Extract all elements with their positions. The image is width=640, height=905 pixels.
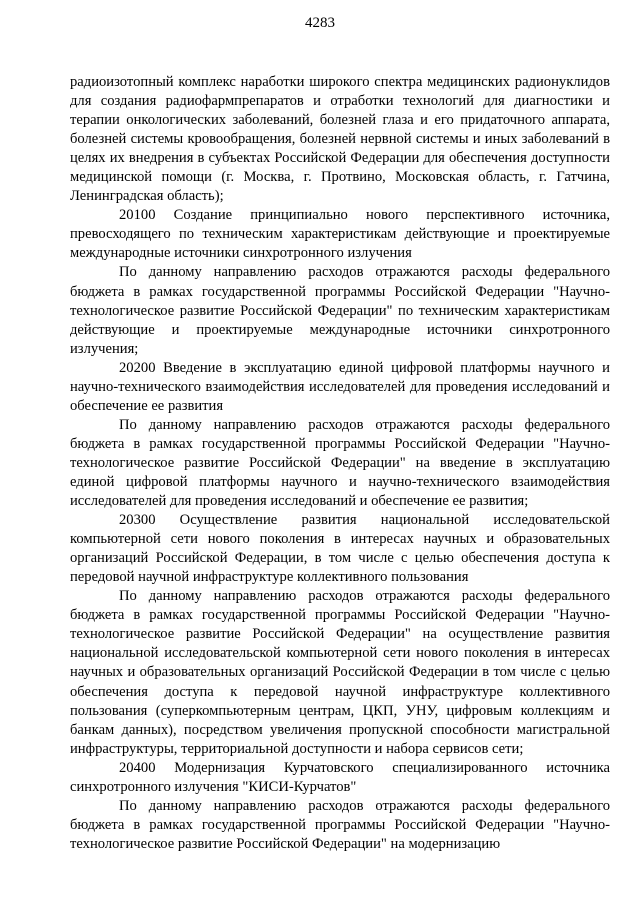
- document-body: [70, 73, 610, 854]
- paragraph-20200-description: По данному направлению расходов отражаются расходы федерального бюджета в рамках государственной программы Российской Федерации "Научно-технологическое развитие Российской Федерации" на введение в эксплуатацию единой цифровой платформы научного и научно-технического взаимодействия исследователей для проведения исследований и обеспечение ее развития;: [70, 416, 610, 510]
- paragraph-20300-heading: 20300 Осуществление развития национальной исследовательской компьютерной сети нового поколения в интересах научных и образовательных организаций Российской Федерации, в том числе с целью обеспечения доступа к передовой научной инфраструктуре коллективного пользования: [70, 512, 610, 586]
- paragraph-20400-heading: 20400 Модернизация Курчатовского специализированного источника синхротронного излучения "КИСИ-Курчатов": [70, 759, 610, 795]
- page-number: 4283: [305, 15, 335, 31]
- paragraph-20400-description: По данному направлению расходов отражаются расходы федерального бюджета в рамках государственной программы Российской Федерации "Научно-технологическое развитие Российской Федерации" на модернизацию: [70, 797, 610, 852]
- paragraph-20100-description: По данному направлению расходов отражаются расходы федерального бюджета в рамках государственной программы Российской Федерации "Научно-технологическое развитие Российской Федерации" по техническим характеристикам действующие и проектируемые международные источники синхротронного излучения;: [70, 264, 610, 357]
- paragraph-20300-description: По данному направлению расходов отражаются расходы федерального бюджета в рамках государственной программы Российской Федерации "Научно-технологическое развитие Российской Федерации" на осуществление развития национальной исследовательской компьютерной сети нового поколения в интересах научных и образовательных организаций Российской Федерации в том числе с целью обеспечения доступа к передовой научной инфраструктуре коллективного пользования (суперкомпьютерным центрам, ЦКП, УНУ, цифровым коллекциям и банкам данных), посредством увеличения пропускной способности магистральной инфраструктуры, территориальной доступности и набора сервисов сети;: [70, 588, 610, 757]
- paragraph-20200-heading: 20200 Введение в эксплуатацию единой цифровой платформы научного и научно-технического взаимодействия исследователей для проведения исследований и обеспечение ее развития: [70, 359, 610, 414]
- paragraph-20100-heading: 20100 Создание принципиально нового перспективного источника, превосходящего по техническим характеристикам действующие и проектируемые международные источники синхротронного излучения: [70, 207, 610, 262]
- paragraph-continuation: радиоизотопный комплекс наработки широкого спектра медицинских радионуклидов для создания радиофармпрепаратов и отработки технологий для диагностики и терапии онкологических заболеваний, болезней глаза и его придаточного аппарата, болезней системы кровообращения, болезней нервной системы и иных заболеваний в целях их внедрения в субъектах Российской Федерации для обеспечения доступности медицинской помощи (г. Москва, г. Протвино, Московская область, г. Гатчина, Ленинградская область);: [70, 74, 610, 205]
